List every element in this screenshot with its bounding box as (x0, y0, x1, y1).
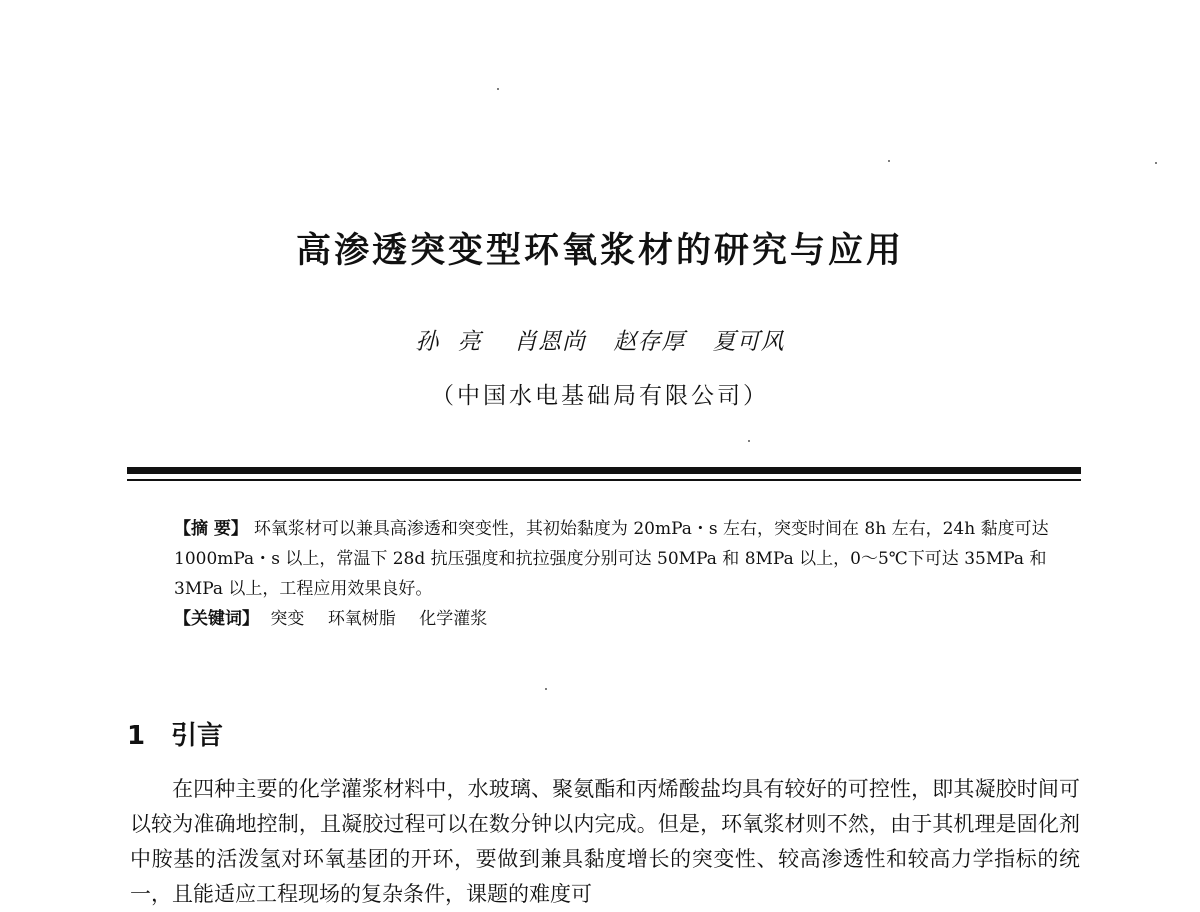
section-number: 1 (127, 721, 146, 751)
body-text (130, 772, 1080, 912)
abstract-text: 环氧浆材可以兼具高渗透和突变性，其初始黏度为 20mPa・s 左右，突变时间在 8h 左右，24h 黏度可达 1000mPa・s 以上，常温下 28d 抗压强度和抗拉强度分别可达 50MPa 和 8MPa 以上，0～5℃下可达 35MPa 和 3MPa 以上，工程应用效果良好。 (174, 519, 1049, 599)
scan-speck (545, 688, 547, 690)
affiliation: （中国水电基础局有限公司） (431, 383, 769, 409)
author-list (0, 322, 1200, 362)
author-name: 赵存厚 (613, 329, 686, 355)
paper-title: 高渗透突变型环氧浆材的研究与应用 (295, 231, 904, 271)
scan-speck (1155, 162, 1157, 164)
author-name: 孙 亮 (415, 329, 487, 355)
section-heading (127, 716, 223, 756)
header-rule-thick (127, 467, 1081, 474)
scan-speck (497, 88, 499, 90)
body-paragraph: 在四种主要的化学灌浆材料中，水玻璃、聚氨酯和丙烯酸盐均具有较好的可控性，即其凝胶时间可以较为准确地控制，且凝胶过程可以在数分钟以内完成。但是，环氧浆材则不然，由于其机理是固化剂中胺基的活泼氢对环氧基团的开环，要做到兼具黏度增长的突变性、较高渗透性和较高力学指标的统一，且能适应工程现场的复杂条件，课题的难度可 (130, 777, 1080, 906)
author-name: 夏可风 (712, 329, 785, 355)
keyword: 环氧树脂 (327, 609, 396, 629)
abstract-tag: 【摘 要】 (174, 519, 248, 539)
author-name: 肖恩尚 (514, 329, 586, 355)
scan-speck (888, 160, 890, 162)
abstract-block (174, 514, 1054, 634)
header-rule-thin (127, 479, 1081, 481)
keywords-paragraph (174, 604, 1054, 634)
scan-speck (748, 440, 750, 442)
abstract-paragraph (174, 514, 1054, 604)
keyword: 化学灌浆 (419, 609, 488, 629)
section-title: 引言 (171, 721, 224, 751)
keywords-tag: 【关键词】 (174, 609, 259, 629)
keyword: 突变 (270, 609, 305, 629)
